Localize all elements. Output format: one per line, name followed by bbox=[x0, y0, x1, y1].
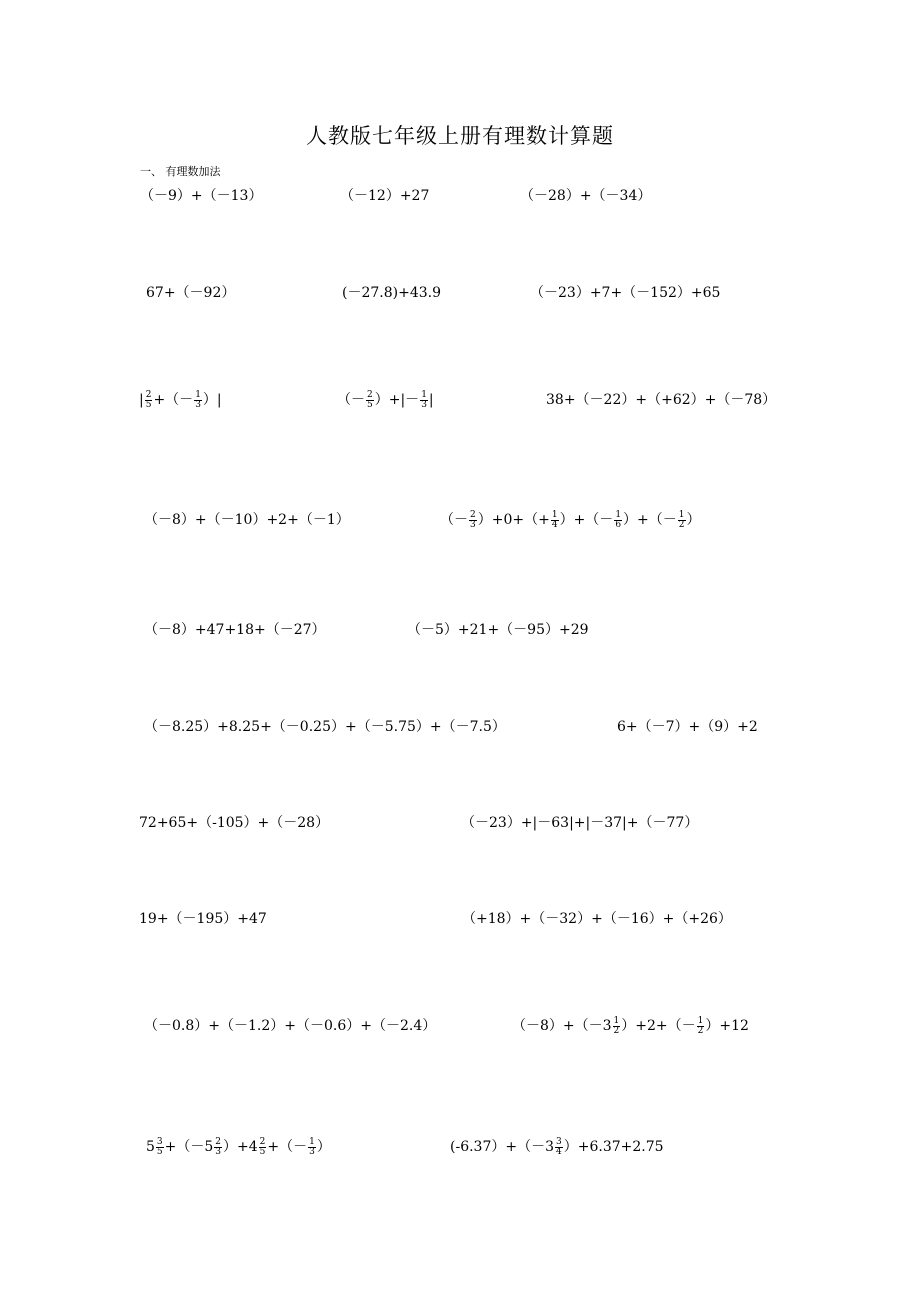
expr-text: （－8）+47+18+（－27） bbox=[144, 622, 326, 638]
problem-13 bbox=[407, 620, 589, 640]
fraction-numerator: 3 bbox=[556, 1136, 562, 1147]
problem-11 bbox=[440, 510, 701, 530]
expr-text: （－9）+（－13） bbox=[140, 188, 263, 204]
section-heading: 一、 有理数加法 bbox=[140, 165, 221, 178]
fraction-denominator: 5 bbox=[145, 399, 152, 410]
expr-text: ）+6.37+2.75 bbox=[563, 1139, 664, 1155]
expr-text: ） bbox=[686, 512, 701, 528]
problem-3 bbox=[520, 186, 651, 206]
problem-2 bbox=[340, 186, 429, 206]
fraction-denominator: 3 bbox=[470, 519, 476, 530]
problem-18 bbox=[139, 909, 267, 929]
problem-16 bbox=[139, 813, 329, 833]
expr-text: ）+2+（－ bbox=[621, 1018, 696, 1034]
fraction-numerator: 1 bbox=[615, 509, 622, 520]
expr-text: +（－ bbox=[153, 392, 194, 408]
fraction bbox=[259, 1138, 267, 1157]
fraction-denominator: 2 bbox=[697, 1025, 704, 1036]
fraction bbox=[614, 511, 622, 530]
fraction-numerator: 1 bbox=[613, 1015, 620, 1026]
expr-text: ）+（－ bbox=[623, 512, 677, 528]
expr-text: （－ bbox=[337, 392, 365, 408]
fraction-numerator: 2 bbox=[470, 509, 476, 520]
problem-4 bbox=[146, 283, 235, 303]
problem-7 bbox=[139, 390, 222, 410]
expr-text: 38+（－22）+（+62）+（－78） bbox=[546, 392, 777, 408]
fraction-denominator: 6 bbox=[615, 519, 622, 530]
expr-text: （－23）+|－63|+|－37|+（－77） bbox=[461, 815, 699, 831]
fraction-numerator: 3 bbox=[156, 1136, 163, 1147]
problem-14 bbox=[144, 717, 506, 737]
fraction-numerator: 1 bbox=[551, 509, 558, 520]
fraction-numerator: 1 bbox=[678, 509, 685, 520]
expr-text: （－23）+7+（－152）+65 bbox=[530, 285, 721, 301]
fraction-denominator: 5 bbox=[367, 399, 373, 410]
expr-text: ）+12 bbox=[705, 1018, 749, 1034]
fraction bbox=[194, 391, 202, 410]
fraction bbox=[697, 1017, 705, 1036]
expr-text: ）+（－ bbox=[559, 512, 614, 528]
expr-text: | bbox=[139, 392, 144, 408]
expr-text: ）+4 bbox=[223, 1139, 258, 1155]
problem-6 bbox=[530, 283, 720, 303]
fraction-denominator: 5 bbox=[259, 1146, 266, 1157]
expr-text: （－0.8）+（－1.2）+（－0.6）+（－2.4） bbox=[144, 1018, 437, 1034]
expr-text: （－12）+27 bbox=[340, 188, 430, 204]
fraction-denominator: 4 bbox=[551, 519, 558, 530]
expr-text: （－8）+（－3 bbox=[512, 1018, 612, 1034]
fraction-denominator: 3 bbox=[195, 399, 201, 410]
expr-text: 5 bbox=[146, 1139, 155, 1155]
fraction bbox=[551, 511, 559, 530]
expr-text: | bbox=[428, 392, 434, 408]
problem-8 bbox=[337, 390, 434, 410]
expr-text: 19+（－195）+47 bbox=[139, 911, 267, 927]
fraction bbox=[469, 511, 477, 530]
expr-text: （+18）+（－32）+（－16）+（+26） bbox=[462, 911, 732, 927]
expr-text: (-6.37）+（－3 bbox=[450, 1139, 555, 1155]
fraction-numerator: 1 bbox=[421, 389, 427, 400]
expr-text: （－8）+（－10）+2+（－1） bbox=[144, 512, 350, 528]
fraction bbox=[214, 1138, 222, 1157]
fraction-denominator: 3 bbox=[215, 1146, 222, 1157]
expr-text: 67+（－92） bbox=[146, 285, 236, 301]
fraction-numerator: 2 bbox=[367, 389, 373, 400]
fraction-denominator: 5 bbox=[156, 1146, 163, 1157]
fraction-numerator: 1 bbox=[309, 1136, 315, 1147]
expr-text: （－8.25）+8.25+（－0.25）+（－5.75）+（－7.5） bbox=[144, 719, 506, 735]
expr-text: 6+（－7）+（9）+2 bbox=[617, 719, 758, 735]
fraction bbox=[678, 511, 686, 530]
expr-text: （－5）+21+（－95）+29 bbox=[407, 622, 589, 638]
expr-text: （－ bbox=[440, 512, 468, 528]
fraction-denominator: 2 bbox=[678, 519, 685, 530]
problem-19 bbox=[462, 909, 732, 929]
fraction-denominator: 2 bbox=[613, 1025, 620, 1036]
expr-text: （－28）+（－34） bbox=[520, 188, 652, 204]
problem-9 bbox=[546, 390, 776, 410]
fraction bbox=[156, 1138, 164, 1157]
fraction bbox=[420, 391, 428, 410]
fraction-numerator: 1 bbox=[195, 389, 201, 400]
problem-17 bbox=[461, 813, 698, 833]
expr-text: ） bbox=[316, 1139, 331, 1155]
expr-text: +（－5 bbox=[164, 1139, 214, 1155]
expr-text: ）+|－ bbox=[374, 392, 420, 408]
fraction-denominator: 4 bbox=[556, 1146, 562, 1157]
problem-12 bbox=[144, 620, 326, 640]
fraction bbox=[366, 391, 374, 410]
fraction-numerator: 2 bbox=[259, 1136, 266, 1147]
expr-text: ）| bbox=[202, 392, 222, 408]
problem-21 bbox=[512, 1016, 749, 1036]
expr-text: ）+0+（+ bbox=[477, 512, 550, 528]
expr-text: 72+65+（-105）+（－28） bbox=[139, 815, 330, 831]
fraction-denominator: 3 bbox=[421, 399, 427, 410]
fraction-numerator: 2 bbox=[215, 1136, 222, 1147]
expr-text: (－27.8)+43.9 bbox=[342, 285, 441, 301]
fraction-numerator: 1 bbox=[697, 1015, 704, 1026]
problem-20 bbox=[144, 1016, 436, 1036]
fraction-numerator: 2 bbox=[145, 389, 152, 400]
problem-15 bbox=[617, 717, 758, 737]
problem-23 bbox=[450, 1137, 664, 1157]
problem-5 bbox=[342, 283, 441, 303]
problem-22 bbox=[146, 1137, 331, 1157]
fraction bbox=[308, 1138, 316, 1157]
fraction bbox=[555, 1138, 563, 1157]
expr-text: +（－ bbox=[267, 1139, 308, 1155]
fraction bbox=[145, 391, 153, 410]
fraction-denominator: 3 bbox=[309, 1146, 315, 1157]
fraction bbox=[613, 1017, 621, 1036]
page-title: 人教版七年级上册有理数计算题 bbox=[306, 124, 614, 148]
problem-1 bbox=[140, 186, 262, 206]
problem-10 bbox=[144, 510, 350, 530]
